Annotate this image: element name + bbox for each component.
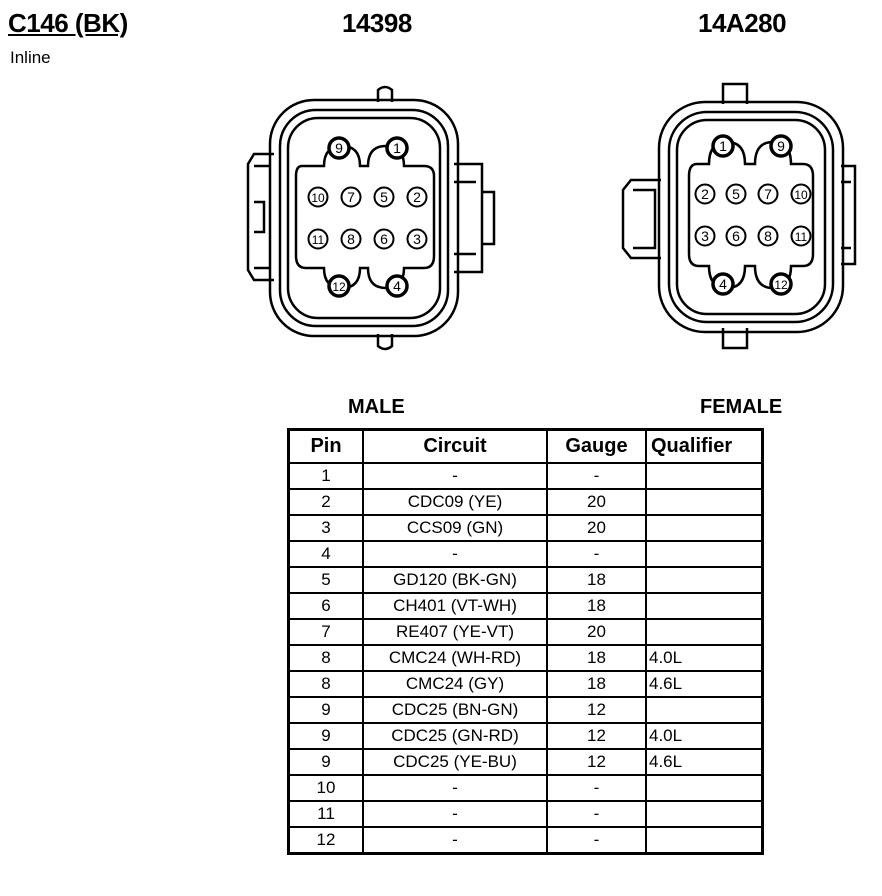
- pin-cell: 9: [289, 723, 364, 749]
- circuit-cell: CDC25 (BN-GN): [363, 697, 547, 723]
- gauge-cell: 20: [547, 515, 646, 541]
- female-pin-label: 3: [701, 228, 709, 244]
- female-pin-label: 9: [777, 138, 785, 154]
- male-pin-label: 12: [332, 280, 346, 294]
- table-header-row: [289, 430, 763, 464]
- pin-cell: 11: [289, 801, 364, 827]
- qualifier-cell: [646, 541, 763, 567]
- qualifier-cell: [646, 463, 763, 489]
- table-row: [289, 567, 763, 593]
- circuit-cell: RE407 (YE-VT): [363, 619, 547, 645]
- gauge-cell: -: [547, 541, 646, 567]
- female-pin-label: 6: [732, 228, 740, 244]
- pin-cell: 5: [289, 567, 364, 593]
- gauge-cell: 20: [547, 619, 646, 645]
- male-label: MALE: [348, 396, 405, 418]
- female-pin-label: 12: [774, 278, 788, 292]
- gauge-cell: -: [547, 827, 646, 854]
- gauge-cell: 12: [547, 723, 646, 749]
- circuit-cell: -: [363, 775, 547, 801]
- gauge-cell: 18: [547, 645, 646, 671]
- qualifier-cell: [646, 567, 763, 593]
- female-pin-label: 11: [794, 230, 808, 244]
- male-pin-label: 1: [393, 140, 401, 156]
- pin-table: [287, 428, 764, 855]
- gauge-cell: 18: [547, 671, 646, 697]
- female-pin-label: 5: [732, 186, 740, 202]
- table-row: [289, 697, 763, 723]
- male-pin-label: 7: [347, 189, 355, 205]
- pin-cell: 2: [289, 489, 364, 515]
- qualifier-cell: [646, 775, 763, 801]
- table-row: [289, 749, 763, 775]
- gauge-cell: -: [547, 463, 646, 489]
- circuit-cell: CDC25 (GN-RD): [363, 723, 547, 749]
- table-row: [289, 515, 763, 541]
- header-pin: Pin: [289, 430, 364, 464]
- female-pin-label: 1: [719, 138, 727, 154]
- circuit-cell: CMC24 (GY): [363, 671, 547, 697]
- male-connector-face: [240, 82, 510, 354]
- header-qualifier: Qualifier: [646, 430, 763, 464]
- female-connector-face: [615, 78, 865, 358]
- table-row: [289, 541, 763, 567]
- gauge-cell: 12: [547, 697, 646, 723]
- male-pin-label: 2: [413, 189, 421, 205]
- table-row: [289, 463, 763, 489]
- qualifier-cell: [646, 489, 763, 515]
- female-pin-label: 8: [764, 228, 772, 244]
- table-row: [289, 619, 763, 645]
- qualifier-cell: [646, 827, 763, 854]
- table-row: [289, 827, 763, 854]
- qualifier-cell: 4.6L: [646, 749, 763, 775]
- gauge-cell: -: [547, 775, 646, 801]
- pin-cell: 6: [289, 593, 364, 619]
- table-row: [289, 775, 763, 801]
- female-part-number: 14A280: [698, 8, 787, 38]
- male-pin-label: 10: [311, 191, 325, 205]
- header-circuit: Circuit: [363, 430, 547, 464]
- male-pin-label: 5: [380, 189, 388, 205]
- table-row: [289, 593, 763, 619]
- pin-cell: 10: [289, 775, 364, 801]
- female-pin-label: 4: [719, 276, 727, 292]
- table-row: [289, 801, 763, 827]
- gauge-cell: 12: [547, 749, 646, 775]
- pin-cell: 1: [289, 463, 364, 489]
- circuit-cell: GD120 (BK-GN): [363, 567, 547, 593]
- qualifier-cell: 4.6L: [646, 671, 763, 697]
- pin-cell: 9: [289, 749, 364, 775]
- female-pin-label: 2: [701, 186, 709, 202]
- table-row: [289, 645, 763, 671]
- male-pin-label: 9: [335, 140, 343, 156]
- gauge-cell: 18: [547, 593, 646, 619]
- qualifier-cell: 4.0L: [646, 723, 763, 749]
- pin-cell: 12: [289, 827, 364, 854]
- pin-cell: 4: [289, 541, 364, 567]
- male-pin-label: 11: [311, 233, 325, 247]
- circuit-cell: -: [363, 541, 547, 567]
- circuit-cell: CDC09 (YE): [363, 489, 547, 515]
- qualifier-cell: [646, 593, 763, 619]
- male-pin-label: 6: [380, 231, 388, 247]
- circuit-cell: CCS09 (GN): [363, 515, 547, 541]
- table-row: [289, 489, 763, 515]
- qualifier-cell: 4.0L: [646, 645, 763, 671]
- male-part-number: 14398: [342, 8, 412, 38]
- header-gauge: Gauge: [547, 430, 646, 464]
- qualifier-cell: [646, 801, 763, 827]
- female-pin-grid: [696, 136, 811, 294]
- gauge-cell: 18: [547, 567, 646, 593]
- pin-cell: 8: [289, 671, 364, 697]
- gauge-cell: -: [547, 801, 646, 827]
- pin-cell: 3: [289, 515, 364, 541]
- male-pin-label: 8: [347, 231, 355, 247]
- connector-title: C146 (BK): [8, 8, 128, 38]
- male-pin-label: 4: [393, 278, 401, 294]
- circuit-cell: -: [363, 801, 547, 827]
- circuit-cell: CDC25 (YE-BU): [363, 749, 547, 775]
- circuit-cell: -: [363, 827, 547, 854]
- table-row: [289, 723, 763, 749]
- female-pin-label: 10: [794, 188, 808, 202]
- circuit-cell: -: [363, 463, 547, 489]
- pin-cell: 8: [289, 645, 364, 671]
- circuit-cell: CH401 (VT-WH): [363, 593, 547, 619]
- female-label: FEMALE: [700, 396, 783, 418]
- pin-cell: 7: [289, 619, 364, 645]
- circuit-cell: CMC24 (WH-RD): [363, 645, 547, 671]
- male-pin-label: 3: [413, 231, 421, 247]
- gauge-cell: 20: [547, 489, 646, 515]
- qualifier-cell: [646, 619, 763, 645]
- qualifier-cell: [646, 697, 763, 723]
- female-pin-label: 7: [764, 186, 772, 202]
- pin-cell: 9: [289, 697, 364, 723]
- table-row: [289, 671, 763, 697]
- qualifier-cell: [646, 515, 763, 541]
- connector-subtitle: Inline: [10, 48, 51, 67]
